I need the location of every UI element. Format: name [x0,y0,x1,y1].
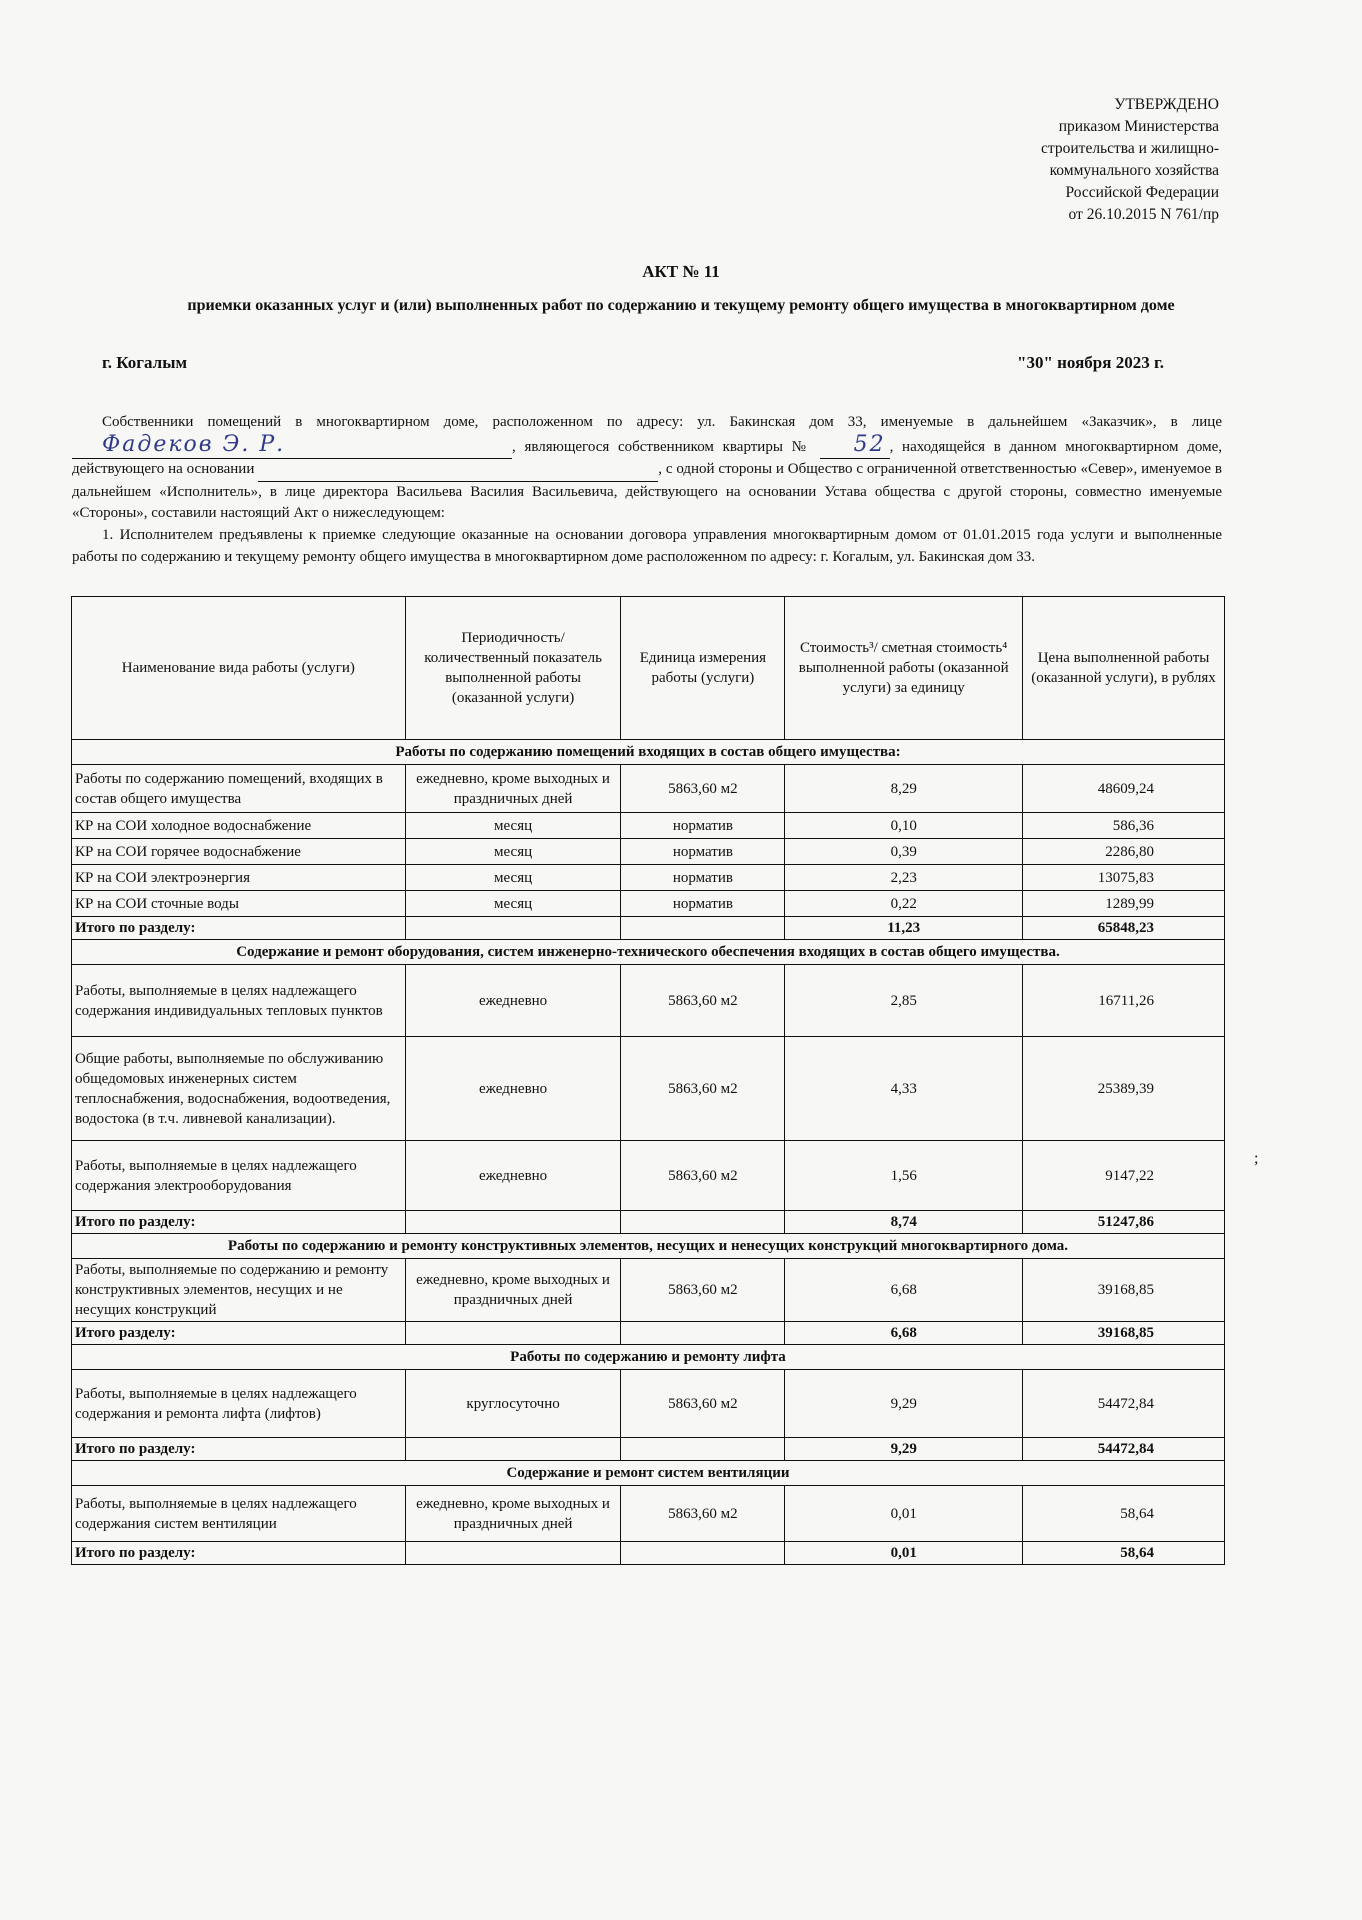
owner-handwritten-name: Фадеков Э. Р. [102,431,286,457]
periodicity-cell: месяц [405,865,621,891]
unit-cost-cell: 0,22 [785,891,1023,917]
work-name-cell: Работы, выполняемые в целях надлежащего содержания и ремонта лифта (лифтов) [72,1370,406,1438]
section-total-row [72,1322,1225,1345]
periodicity-cell: месяц [405,813,621,839]
price-cell: 25389,39 [1023,1037,1225,1141]
intro-text-a: Собственники помещений в многоквартирном доме, расположенном по адресу: ул. Бакинская дом 33, именуемые в дальнейшем «Заказчик», в лице [102,414,1222,430]
price-cell: 58,64 [1023,1486,1225,1542]
periodicity-cell: месяц [405,891,621,917]
table-header-row [72,597,1225,740]
total-empty-cell [405,917,621,940]
price-cell: 54472,84 [1023,1370,1225,1438]
table-row [72,1259,1225,1322]
periodicity-cell: ежедневно [405,1141,621,1211]
header-unit-cost: Стоимость³/ сметная стоимость⁴ выполненной работы (оказанной услуги) за единицу [785,597,1023,740]
unit-cell: норматив [621,839,785,865]
total-label: Итого по разделу: [72,917,406,940]
unit-cell: 5863,60 м2 [621,1370,785,1438]
work-name-cell: КР на СОИ горячее водоснабжение [72,839,406,865]
total-empty-cell [405,1322,621,1345]
apartment-number-field [820,431,890,460]
intro-text [72,412,1222,568]
total-unit-cost: 11,23 [785,917,1023,940]
section-title: Работы по содержанию помещений входящих в состав общего имущества: [72,740,1225,765]
table-row [72,1037,1225,1141]
table-row [72,765,1225,813]
work-name-cell: КР на СОИ холодное водоснабжение [72,813,406,839]
approval-line: УТВЕРЖДЕНО [1114,96,1219,113]
total-empty-cell [621,917,785,940]
table-row [72,1370,1225,1438]
section-total-row [72,1542,1225,1565]
table-row [72,865,1225,891]
total-price: 58,64 [1023,1542,1225,1565]
unit-cost-cell: 9,29 [785,1370,1023,1438]
header-work-name: Наименование вида работы (услуги) [72,597,406,740]
unit-cost-cell: 0,39 [785,839,1023,865]
unit-cost-cell: 8,29 [785,765,1023,813]
work-name-cell: Работы, выполняемые в целях надлежащего содержания электрооборудования [72,1141,406,1211]
intro-text-d: , с одной стороны и Общество с ограниченной ответственностью «Север», именуемое в дальнейшем «Исполнитель», в лице директора Васильева Василия Васильевича, действующего на основании Устава общества с другой стороны, совместно именуемые «Стороны», составили настоящий Акт о нижеследующем: [72,461,1223,522]
total-label: Итого по разделу: [72,1542,406,1565]
total-empty-cell [621,1438,785,1461]
stray-mark: ; [1254,1150,1259,1167]
header-price: Цена выполненной работы (оказанной услуги), в рублях [1023,597,1225,740]
section-title-row [72,1461,1225,1486]
periodicity-cell: ежедневно [405,965,621,1037]
work-name-cell: Работы, выполняемые в целях надлежащего содержания индивидуальных тепловых пунктов [72,965,406,1037]
unit-cell: 5863,60 м2 [621,1037,785,1141]
unit-cell: 5863,60 м2 [621,1141,785,1211]
work-name-cell: Работы по содержанию помещений, входящих в состав общего имущества [72,765,406,813]
table-row [72,1486,1225,1542]
total-price: 39168,85 [1023,1322,1225,1345]
section-title-row [72,940,1225,965]
work-name-cell: КР на СОИ сточные воды [72,891,406,917]
approval-stamp-text [899,94,1219,226]
price-cell: 39168,85 [1023,1259,1225,1322]
act-subtitle: приемки оказанных услуг и (или) выполненных работ по содержанию и текущему ремонту общего имущества в многоквартирном доме [187,297,1175,314]
table-row [72,1141,1225,1211]
total-unit-cost: 8,74 [785,1211,1023,1234]
section-title-row [72,740,1225,765]
intro-paragraph-parties [72,412,1222,525]
section-total-row [72,1438,1225,1461]
periodicity-cell: ежедневно, кроме выходных и праздничных дней [405,765,621,813]
total-unit-cost: 6,68 [785,1322,1023,1345]
total-unit-cost: 0,01 [785,1542,1023,1565]
unit-cell: норматив [621,813,785,839]
unit-cost-cell: 6,68 [785,1259,1023,1322]
unit-cell: норматив [621,891,785,917]
table-row [72,891,1225,917]
price-cell: 586,36 [1023,813,1225,839]
total-price: 54472,84 [1023,1438,1225,1461]
basis-blank-field [258,459,658,482]
total-label: Итого разделу: [72,1322,406,1345]
owner-signature-field [72,431,512,460]
total-empty-cell [621,1322,785,1345]
unit-cost-cell: 2,23 [785,865,1023,891]
approval-line: приказом Министерства [1058,118,1219,135]
approval-line: строительства и жилищно- [1041,140,1219,157]
work-name-cell: Работы, выполняемые в целях надлежащего содержания систем вентиляции [72,1486,406,1542]
table-row [72,813,1225,839]
unit-cell: 5863,60 м2 [621,765,785,813]
table-row [72,839,1225,865]
periodicity-cell: ежедневно, кроме выходных и праздничных дней [405,1486,621,1542]
total-empty-cell [621,1211,785,1234]
unit-cost-cell: 0,01 [785,1486,1023,1542]
unit-cost-cell: 1,56 [785,1141,1023,1211]
section-title: Содержание и ремонт систем вентиляции [72,1461,1225,1486]
section-title-row [72,1345,1225,1370]
total-label: Итого по разделу: [72,1211,406,1234]
unit-cost-cell: 4,33 [785,1037,1023,1141]
unit-cell: 5863,60 м2 [621,1259,785,1322]
table-row [72,965,1225,1037]
total-empty-cell [621,1542,785,1565]
periodicity-cell: ежедневно [405,1037,621,1141]
unit-cost-cell: 2,85 [785,965,1023,1037]
section-title-row [72,1234,1225,1259]
price-cell: 48609,24 [1023,765,1225,813]
section-title: Работы по содержанию и ремонту конструктивных элементов, несущих и ненесущих конструкций многоквартирного дома. [72,1234,1225,1259]
approval-line: от 26.10.2015 N 761/пр [1068,206,1219,223]
total-empty-cell [405,1542,621,1565]
apartment-handwritten-number: 52 [853,431,886,457]
approval-line: коммунального хозяйства [1049,162,1219,179]
header-unit: Единица измерения работы (услуги) [621,597,785,740]
act-city: г. Когалым [102,353,188,372]
total-price: 65848,23 [1023,917,1225,940]
unit-cell: норматив [621,865,785,891]
price-cell: 2286,80 [1023,839,1225,865]
work-name-cell: КР на СОИ электроэнергия [72,865,406,891]
intro-text-c: , находящейся в данном многоквартирном доме, действующего на основании [72,438,1222,478]
unit-cost-cell: 0,10 [785,813,1023,839]
act-date: "30" ноября 2023 г. [1017,353,1164,372]
section-total-row [72,917,1225,940]
unit-cell: 5863,60 м2 [621,1486,785,1542]
section-title: Содержание и ремонт оборудования, систем инженерно-технического обеспечения входящих в состав общего имущества. [72,940,1225,965]
work-name-cell: Работы, выполняемые по содержанию и ремонту конструктивных элементов, несущих и не несущих конструкций [72,1259,406,1322]
total-unit-cost: 9,29 [785,1438,1023,1461]
price-cell: 13075,83 [1023,865,1225,891]
section-total-row [72,1211,1225,1234]
table-body [72,740,1225,1565]
periodicity-cell: месяц [405,839,621,865]
total-label: Итого по разделу: [72,1438,406,1461]
intro-text-b: , являющегося собственником квартиры № [512,438,811,455]
section-title: Работы по содержанию и ремонту лифта [72,1345,1225,1370]
total-price: 51247,86 [1023,1211,1225,1234]
price-cell: 9147,22 [1023,1141,1225,1211]
periodicity-cell: круглосуточно [405,1370,621,1438]
header-periodicity: Периодичность/ количественный показатель выполненной работы (оказанной услуги) [405,597,621,740]
unit-cell: 5863,60 м2 [621,965,785,1037]
price-cell: 1289,99 [1023,891,1225,917]
price-cell: 16711,26 [1023,965,1225,1037]
work-name-cell: Общие работы, выполняемые по обслуживанию общедомовых инженерных систем теплоснабжения, водоснабжения, водоотведения, водостока (в т.ч. ливневой канализации). [72,1037,406,1141]
intro-paragraph-services: 1. Исполнителем предъявлены к приемке следующие оказанные на основании договора управления многоквартирным домом от 01.01.2015 года услуги и выполненные работы по содержанию и текущему ремонту общего имущества в многоквартирном доме расположенном по адресу: г. Когалым, ул. Бакинская дом 33. [72,526,1222,565]
total-empty-cell [405,1438,621,1461]
act-title: АКТ № 11 [642,262,720,281]
approval-line: Российской Федерации [1065,184,1219,201]
total-empty-cell [405,1211,621,1234]
works-table [71,596,1225,1565]
periodicity-cell: ежедневно, кроме выходных и праздничных дней [405,1259,621,1322]
